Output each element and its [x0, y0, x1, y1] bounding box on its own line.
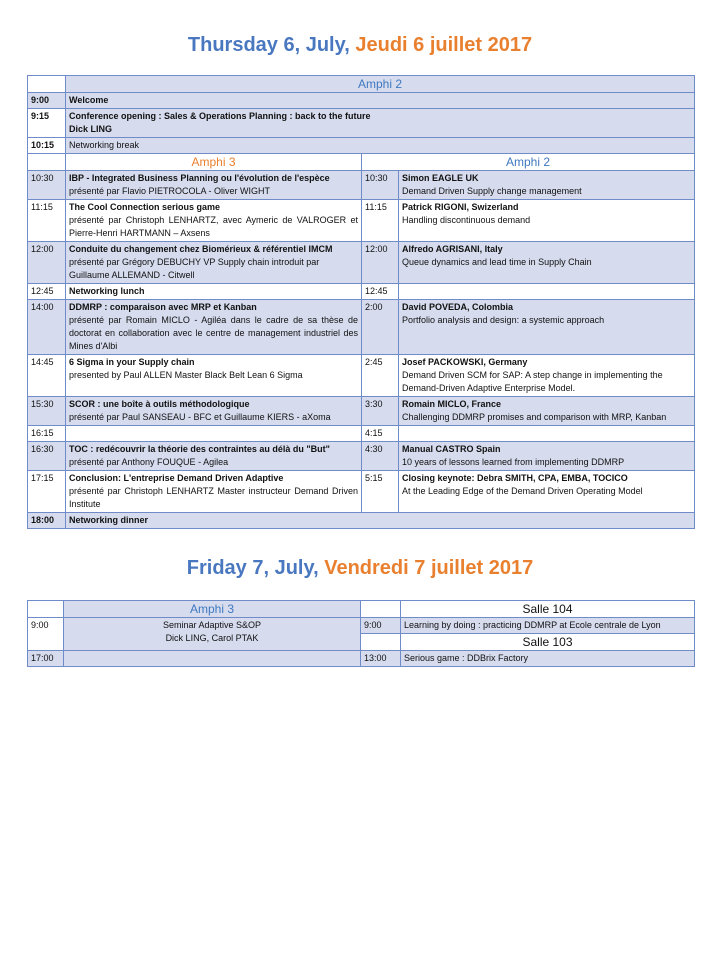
- time-right: 4:15: [362, 426, 399, 442]
- time-left: 16:15: [28, 426, 66, 442]
- session-left: [66, 171, 362, 200]
- session-left: [66, 284, 362, 300]
- session-title: David POVEDA, Colombia: [402, 302, 514, 312]
- session-desc: présenté par Christoph LENHARTZ, avec Aymeric de VALROGER et Pierre-Henri HARTMANN – Axsens: [69, 215, 358, 238]
- session-desc: présenté par Christoph LENHARTZ Master instructeur Demand Driven Institute: [69, 486, 358, 509]
- thursday-title: [0, 34, 720, 57]
- session-title: Patrick RIGONI, Swizerland: [402, 202, 519, 212]
- session-left: [66, 200, 362, 242]
- friday-schedule-table: [27, 600, 695, 667]
- time-right: 11:15: [362, 200, 399, 242]
- session-row: [28, 200, 695, 242]
- time-left: 17:15: [28, 471, 66, 513]
- friday-time-1700: 17:00: [28, 651, 64, 667]
- opening-speaker: Dick LING: [69, 124, 113, 134]
- time-right: 2:00: [362, 300, 399, 355]
- friday-title: [0, 557, 720, 580]
- salle103-blank: [361, 634, 401, 651]
- session-title: Romain MICLO, France: [402, 399, 502, 409]
- subheader-blank: [28, 154, 66, 171]
- friday-time-0900: 9:00: [28, 618, 64, 651]
- seminar-title: Seminar Adaptive S&OP: [162, 620, 262, 630]
- session-row: [28, 242, 695, 284]
- time-left: 12:45: [28, 284, 66, 300]
- session-left: [66, 426, 362, 442]
- time-left: 15:30: [28, 397, 66, 426]
- session-right: [399, 200, 695, 242]
- session-title: Manual CASTRO Spain: [402, 444, 501, 454]
- thursday-amphi2-header: Amphi 2: [66, 76, 695, 93]
- session-desc: Handling discontinuous demand: [402, 215, 531, 225]
- time-1015: 10:15: [28, 138, 66, 154]
- session-desc: présenté par Flavio PIETROCOLA - Oliver WIGHT: [69, 186, 271, 196]
- session-title: SCOR : une boîte à outils méthodologique: [69, 399, 250, 409]
- session-left: [66, 471, 362, 513]
- session-right: [399, 171, 695, 200]
- session-title: Conclusion: L'entreprise Demand Driven Adaptive: [69, 473, 284, 483]
- salle103-session: Serious game : DDBrix Factory: [401, 651, 695, 667]
- time-left: 14:45: [28, 355, 66, 397]
- time-right: 5:15: [362, 471, 399, 513]
- session-right: [399, 442, 695, 471]
- session-right: [399, 284, 695, 300]
- session-desc: 10 years of lessons learned from implementing DDMRP: [402, 457, 625, 467]
- amphi2-header-right: Amphi 2: [362, 154, 695, 171]
- friday-amphi3-header: Amphi 3: [64, 601, 361, 618]
- amphi3-header: Amphi 3: [66, 154, 362, 171]
- session-desc: Demand Driven SCM for SAP: A step change in implementing the Demand-Driven Adaptive Enterprise Model.: [402, 370, 663, 393]
- session-left: [66, 300, 362, 355]
- time-left: 14:00: [28, 300, 66, 355]
- session-title: The Cool Connection serious game: [69, 202, 221, 212]
- time-right: 10:30: [362, 171, 399, 200]
- session-desc: présenté par Grégory DEBUCHY VP Supply chain introduit par Guillaume ALLEMAND - Citwell: [69, 257, 320, 280]
- time-left: 11:15: [28, 200, 66, 242]
- session-title: IBP - Integrated Business Planning ou l'évolution de l'espèce: [69, 173, 330, 183]
- session-left: [66, 397, 362, 426]
- friday-1700-blank: [64, 651, 361, 667]
- time-0915: 9:15: [28, 109, 66, 138]
- friday-header-blank-right: [361, 601, 401, 618]
- friday-time-right-0900: 9:00: [361, 618, 401, 634]
- session-title: Conduite du changement chez Biomérieux & référentiel IMCM: [69, 244, 333, 254]
- seminar-speakers: Dick LING, Carol PTAK: [165, 633, 259, 643]
- session-row: [28, 284, 695, 300]
- session-title: Closing keynote: Debra SMITH, CPA, EMBA, TOCICO: [402, 473, 628, 483]
- thursday-title-en: Thursday 6, July,: [187, 34, 350, 56]
- salle104-session: Learning by doing : practicing DDMRP at Ecole centrale de Lyon: [401, 618, 695, 634]
- seminar-cell: [64, 618, 361, 651]
- thursday-title-fr: Jeudi 6 juillet 2017: [355, 34, 533, 56]
- friday-title-fr: Vendredi 7 juillet 2017: [324, 557, 534, 579]
- session-desc: presented by Paul ALLEN Master Black Belt Lean 6 Sigma: [69, 370, 303, 380]
- session-title: 6 Sigma in your Supply chain: [69, 357, 195, 367]
- friday-title-en: Friday 7, July,: [186, 557, 319, 579]
- thursday-schedule-table: [27, 75, 695, 529]
- session-row: [28, 471, 695, 513]
- networking-dinner: Networking dinner: [66, 513, 695, 529]
- session-desc: Portfolio analysis and design: a systemic approach: [402, 315, 605, 325]
- welcome-title: Welcome: [66, 93, 695, 109]
- session-row: [28, 300, 695, 355]
- session-right: [399, 355, 695, 397]
- session-row: [28, 355, 695, 397]
- time-right: 4:30: [362, 442, 399, 471]
- session-right: [399, 471, 695, 513]
- session-desc: présenté par Anthony FOUQUE - Agilea: [69, 457, 229, 467]
- networking-break: Networking break: [66, 138, 695, 154]
- session-left: [66, 442, 362, 471]
- opening-cell: [66, 109, 695, 138]
- session-title: Josef PACKOWSKI, Germany: [402, 357, 528, 367]
- salle104-header: Salle 104: [401, 601, 695, 618]
- friday-time-right-1300: 13:00: [361, 651, 401, 667]
- session-row: [28, 426, 695, 442]
- session-row: [28, 171, 695, 200]
- session-title: Simon EAGLE UK: [402, 173, 479, 183]
- time-1800: 18:00: [28, 513, 66, 529]
- session-title: TOC : redécouvrir la théorie des contraintes au délà du "But": [69, 444, 330, 454]
- session-title: DDMRP : comparaison avec MRP et Kanban: [69, 302, 257, 312]
- salle103-header: Salle 103: [401, 634, 695, 651]
- session-left: [66, 355, 362, 397]
- time-right: 3:30: [362, 397, 399, 426]
- session-row: [28, 442, 695, 471]
- session-title: Alfredo AGRISANI, Italy: [402, 244, 503, 254]
- session-desc: Queue dynamics and lead time in Supply Chain: [402, 257, 592, 267]
- opening-title: Conference opening : Sales & Operations Planning : back to the future: [69, 111, 371, 121]
- time-left: 10:30: [28, 171, 66, 200]
- time-right: 12:00: [362, 242, 399, 284]
- time-right: 2:45: [362, 355, 399, 397]
- time-left: 12:00: [28, 242, 66, 284]
- session-desc: At the Leading Edge of the Demand Driven Operating Model: [402, 486, 643, 496]
- time-left: 16:30: [28, 442, 66, 471]
- session-row: [28, 397, 695, 426]
- session-right: [399, 242, 695, 284]
- time-right: 12:45: [362, 284, 399, 300]
- session-right: [399, 300, 695, 355]
- session-desc: présenté par Paul SANSEAU - BFC et Guillaume KIERS - aXoma: [69, 412, 331, 422]
- session-right: [399, 426, 695, 442]
- session-desc: Demand Driven Supply change management: [402, 186, 582, 196]
- session-desc: présenté par Romain MICLO - Agiléa dans le cadre de sa thèse de doctorat en collaboration avec le centre de management industriel des Mines d'Albi: [69, 315, 358, 351]
- session-desc: Challenging DDMRP promises and comparison with MRP, Kanban: [402, 412, 667, 422]
- session-left: [66, 242, 362, 284]
- friday-header-blank: [28, 601, 64, 618]
- session-title: Networking lunch: [69, 286, 145, 296]
- time-0900: 9:00: [28, 93, 66, 109]
- session-right: [399, 397, 695, 426]
- thursday-header-blank: [28, 76, 66, 93]
